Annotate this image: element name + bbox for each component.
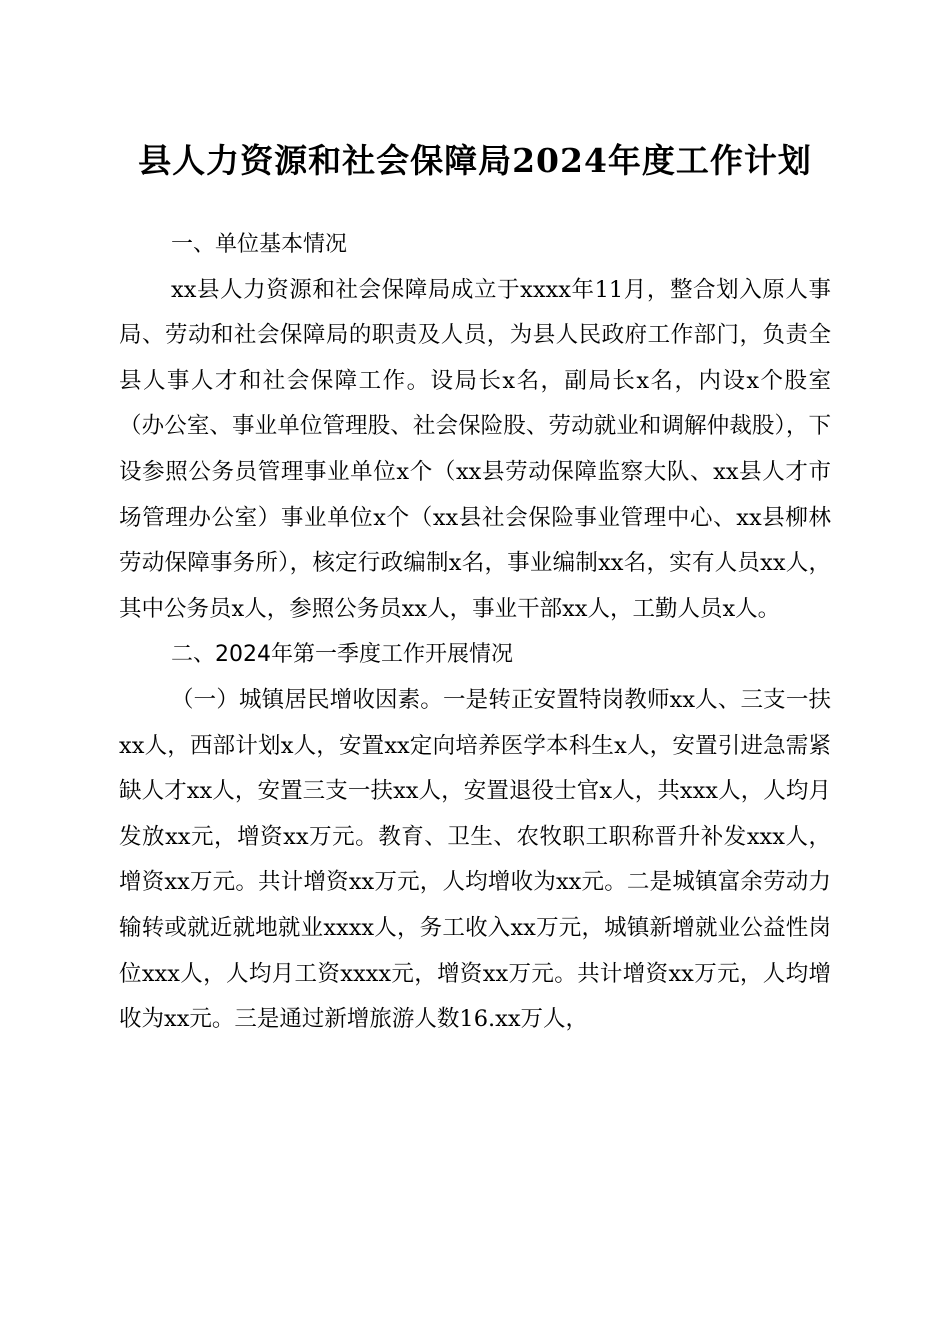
section-paragraph-basic-info: xx县人力资源和社会保障局成立于xxxx年11月，整合划入原人事局、劳动和社会保障局的职责及人员，为县人民政府工作部门，负责全县人事人才和社会保障工作。设局长x名，副局长x名，内设x个股室（办公室、事业单位管理股、社会保险股、劳动就业和调解仲裁股），下设参照公务员管理事业单位x个（xx县劳动保障监察大队、xx县人才市场管理办公室）事业单位x个（xx县社会保险事业管理中心、xx县柳林劳动保障事务所），核定行政编制x名，事业编制xx名，实有人员xx人，其中公务员x人，参照公务员xx人，事业干部xx人，工勤人员x人。	[119, 276, 831, 622]
section-heading-q1-work: 二、2024年第一季度工作开展情况	[171, 642, 513, 668]
subsection-lead-in: （一）城镇居民增收因素。	[171, 686, 443, 713]
document-title: 县人力资源和社会保障局2024年度工作计划	[138, 141, 812, 180]
document-body	[119, 222, 831, 1043]
section-heading-basic-info: 一、单位基本情况	[171, 232, 348, 257]
section-paragraph-q1-work	[119, 678, 831, 1043]
subsection-body-text: 一是转正安置特岗教师xx人、三支一扶xx人，西部计划x人，安置xx定向培养医学本科生x人，安置引进急需紧缺人才xx人，安置三支一扶xx人，安置退役士官x人，共xxx人，人均月发放xx元，增资xx万元。教育、卫生、农牧职工职称晋升补发xxx人，增资xx万元。共计增资xx万元，人均增收为xx元。二是城镇富余劳动力输转或就近就地就业xxxx人，务工收入xx万元，城镇新增就业公益性岗位xxx人，人均月工资xxxx元，增资xx万元。共计增资xx万元，人均增收为xx元。三是通过新增旅游人数16.xx万人，	[119, 686, 831, 1033]
